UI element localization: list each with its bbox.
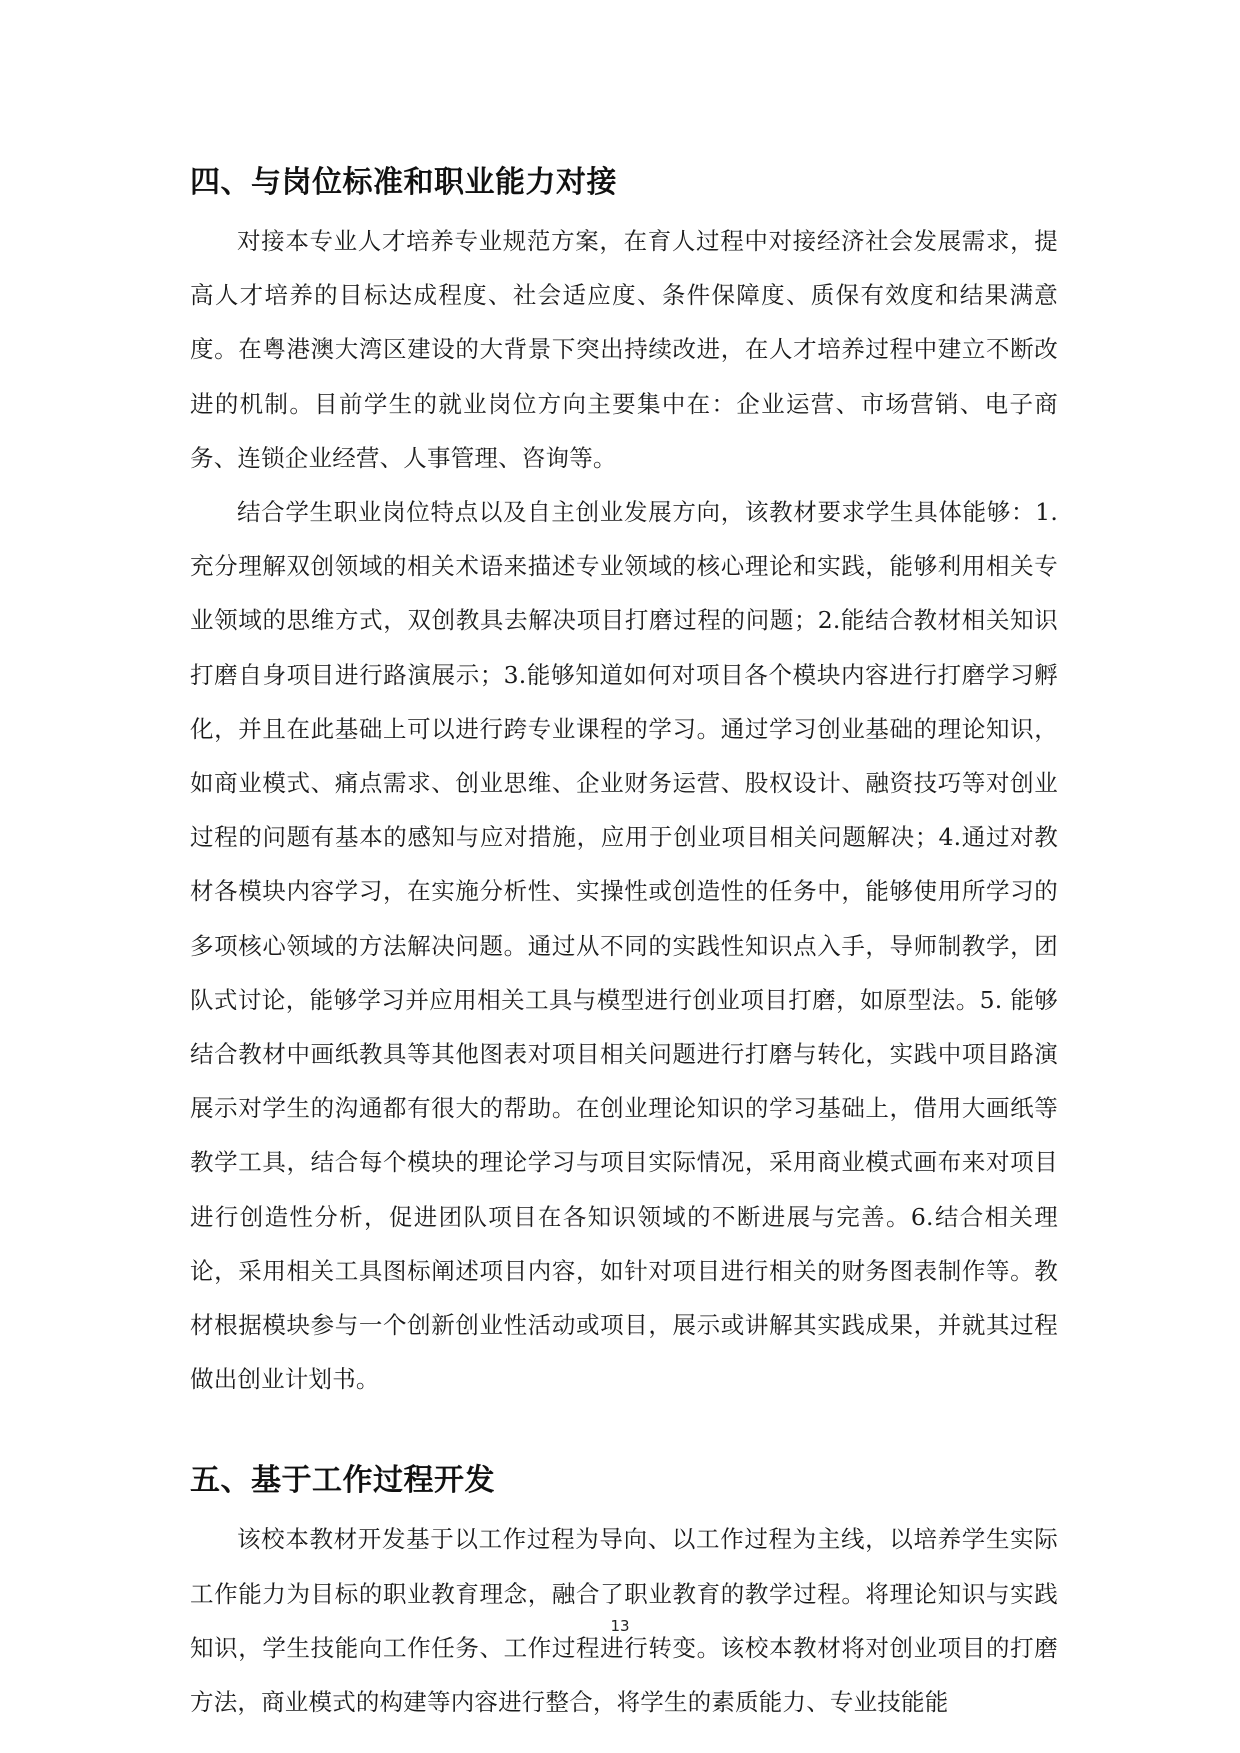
- section-heading-job-standards: 四、与岗位标准和职业能力对接: [190, 165, 617, 200]
- section-heading-work-process: 五、基于工作过程开发: [190, 1463, 495, 1499]
- page-body: [190, 152, 1058, 1729]
- paragraph-ability-requirements: 结合学生职业岗位特点以及自主创业发展方向，该教材要求学生具体能够：1.充分理解双创领域的相关术语来描述专业领域的核心理论和实践，能够利用相关专业领域的思维方式，双创教具去解决项目打磨过程的问题；2.能结合教材相关知识打磨自身项目进行路演展示；3.能够知道如何对项目各个模块内容进行打磨学习孵化，并且在此基础上可以进行跨专业课程的学习。通过学习创业基础的理论知识，如商业模式、痛点需求、创业思维、企业财务运营、股权设计、融资技巧等对创业过程的问题有基本的感知与应对措施，应用于创业项目相关问题解决；4.通过对教材各模块内容学习，在实施分析性、实操性或创造性的任务中，能够使用所学习的多项核心领域的方法解决问题。通过从不同的实践性知识点入手，导师制教学，团队式讨论，能够学习并应用相关工具与模型进行创业项目打磨，如原型法。5. 能够结合教材中画纸教具等其他图表对项目相关问题进行打磨与转化，实践中项目路演展示对学生的沟通都有很大的帮助。在创业理论知识的学习基础上，借用大画纸等教学工具，结合每个模块的理论学习与项目实际情况，采用商业模式画布来对项目进行创造性分析，促进团队项目在各知识领域的不断进展与完善。6.结合相关理论，采用相关工具图标阐述项目内容，如针对项目进行相关的财务图表制作等。教材根据模块参与一个创新创业性活动或项目，展示或讲解其实践成果，并就其过程做出创业计划书。: [190, 498, 1058, 1394]
- page-number: 13: [610, 1617, 630, 1635]
- paragraph-work-process-development: 该校本教材开发基于以工作过程为导向、以工作过程为主线，以培养学生实际工作能力为目标的职业教育理念，融合了职业教育的教学过程。将理论知识与实践知识，学生技能向工作任务、工作过程进行转变。该校本教材将对创业项目的打磨方法，商业模式的构建等内容进行整合，将学生的素质能力、专业技能能: [190, 1525, 1058, 1717]
- section-spacer: [190, 1406, 1058, 1450]
- paragraph-talent-training: 对接本专业人才培养专业规范方案，在育人过程中对接经济社会发展需求，提高人才培养的目标达成程度、社会适应度、条件保障度、质保有效度和结果满意度。在粤港澳大湾区建设的大背景下突出持续改进，在人才培养过程中建立不断改进的机制。目前学生的就业岗位方向主要集中在：企业运营、市场营销、电子商务、连锁企业经营、人事管理、咨询等。: [190, 227, 1058, 472]
